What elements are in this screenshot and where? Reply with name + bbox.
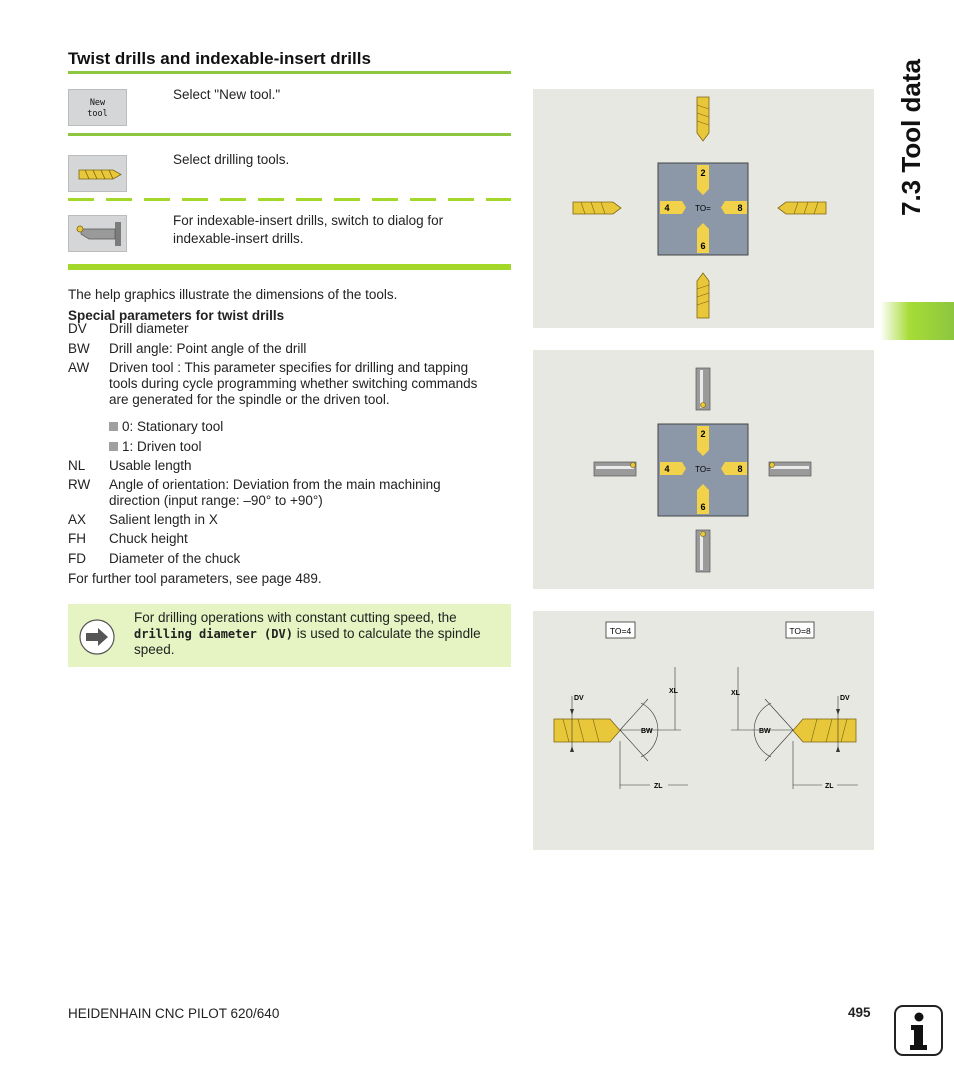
pos-6-label: 6	[700, 502, 706, 512]
param-code-ax: AX	[68, 512, 87, 527]
softkey-label-line1: New	[89, 98, 106, 108]
info-icon	[894, 1005, 943, 1056]
param-code-dv: DV	[68, 321, 87, 336]
drill-top-icon	[697, 97, 709, 141]
params-heading: Special parameters for twist drills	[68, 308, 285, 323]
param-desc-dv: Drill diameter	[109, 321, 189, 336]
note-code: drilling diameter (DV)	[134, 627, 293, 641]
arrow-right-icon	[78, 618, 116, 656]
param-desc-nl: Usable length	[109, 458, 192, 473]
param-desc-rw	[109, 477, 509, 509]
pos-8-label: 8	[737, 203, 743, 213]
new-tool-softkey[interactable]	[68, 89, 127, 126]
drill-right-icon	[778, 202, 826, 214]
pos-4-label: 4	[664, 464, 670, 474]
param-desc-fh: Chuck height	[109, 531, 188, 546]
drill-bottom-icon	[697, 273, 709, 318]
insert-drill-right-icon	[769, 462, 811, 476]
pos-2-label: 2	[700, 168, 706, 178]
drill-right-dimensioned	[731, 667, 858, 790]
insert-drill-diagram	[533, 350, 874, 589]
step-1-text: Select "New tool."	[173, 87, 281, 102]
param-code-bw: BW	[68, 341, 90, 356]
pos-8-label: 8	[737, 464, 743, 474]
rw-line1: Angle of orientation: Deviation from the main machining	[109, 477, 441, 492]
step-3-line1: For indexable-insert drills, switch to dialog for	[173, 213, 444, 228]
chapter-title-text: 7.3 Tool data	[896, 59, 926, 216]
chapter-side-title	[880, 40, 940, 220]
param-desc-fd: Diameter of the chuck	[109, 551, 241, 566]
note-part3: speed.	[134, 642, 175, 657]
insert-drill-left-icon	[594, 462, 636, 476]
intro-text: The help graphics illustrate the dimensions of the tools.	[68, 287, 398, 302]
param-code-fh: FH	[68, 531, 86, 546]
drill-dimensions-graphic	[533, 611, 874, 850]
step-rule	[68, 133, 511, 136]
step-2-text: Select drilling tools.	[173, 152, 290, 167]
drill-dimension-diagram	[533, 611, 874, 850]
dv-right-label: DV	[840, 695, 850, 702]
note-text	[134, 610, 504, 658]
indexable-insert-softkey[interactable]	[68, 215, 127, 252]
xl-right-label: XL	[731, 690, 740, 697]
insert-drill-top-icon	[696, 368, 710, 410]
param-code-aw: AW	[68, 360, 90, 375]
insert-drill-orientation-graphic	[533, 350, 874, 589]
param-code-fd: FD	[68, 551, 86, 566]
to-label: TO=	[695, 465, 711, 474]
bw-left-label: BW	[641, 728, 653, 735]
note-part2: is used to calculate the spindle	[296, 626, 481, 641]
insert-drill-bottom-icon	[696, 530, 710, 572]
aw-option-0: 0: Stationary tool	[109, 418, 223, 435]
aw-option-1: 1: Driven tool	[109, 438, 202, 455]
param-desc-bw: Drill angle: Point angle of the drill	[109, 341, 307, 356]
aw-line3: are generated for the spindle or the driven tool.	[109, 392, 390, 407]
pos-2-label: 2	[700, 429, 706, 439]
page-number: 495	[848, 1005, 871, 1020]
param-desc-aw	[109, 360, 509, 408]
param-code-rw: RW	[68, 477, 91, 492]
twist-drill-diagram	[533, 89, 874, 328]
softkey-label-line2: tool	[87, 109, 108, 119]
title-rule	[68, 71, 511, 74]
pos-4-label: 4	[664, 203, 670, 213]
step-dashed-rule	[68, 198, 511, 201]
note-part1: For drilling operations with constant cutting speed, the	[134, 610, 457, 625]
rw-line2: direction (input range: –90° to +90°)	[109, 493, 323, 508]
section-title: Twist drills and indexable-insert drills	[68, 49, 371, 68]
step-3-line2: indexable-insert drills.	[173, 231, 304, 246]
steps-end-rule	[68, 264, 511, 270]
to-label: TO=	[695, 204, 711, 213]
to8-label: TO=8	[789, 626, 811, 636]
aw-line1: Driven tool : This parameter specifies for drilling and tapping	[109, 360, 469, 375]
further-text: For further tool parameters, see page 489.	[68, 571, 322, 586]
indexable-insert-drill-icon	[69, 216, 128, 253]
aw-line2: tools during cycle programming whether switching commands	[109, 376, 478, 391]
param-desc-ax: Salient length in X	[109, 512, 218, 527]
zl-right-label: ZL	[825, 783, 834, 790]
drill-left-dimensioned	[554, 667, 688, 790]
xl-left-label: XL	[669, 688, 678, 695]
pos-6-label: 6	[700, 241, 706, 251]
twist-drill-orientation-graphic	[533, 89, 874, 328]
drill-left-icon	[573, 202, 621, 214]
footer-text: HEIDENHAIN CNC PILOT 620/640	[68, 1006, 280, 1021]
zl-left-label: ZL	[654, 783, 663, 790]
step-3-text	[173, 212, 503, 248]
bw-right-label: BW	[759, 728, 771, 735]
drilling-tools-softkey[interactable]	[68, 155, 127, 192]
twist-drill-icon	[69, 156, 128, 193]
param-code-nl: NL	[68, 458, 86, 473]
dv-left-label: DV	[574, 695, 584, 702]
chapter-tab	[880, 302, 954, 340]
to4-label: TO=4	[609, 626, 632, 636]
